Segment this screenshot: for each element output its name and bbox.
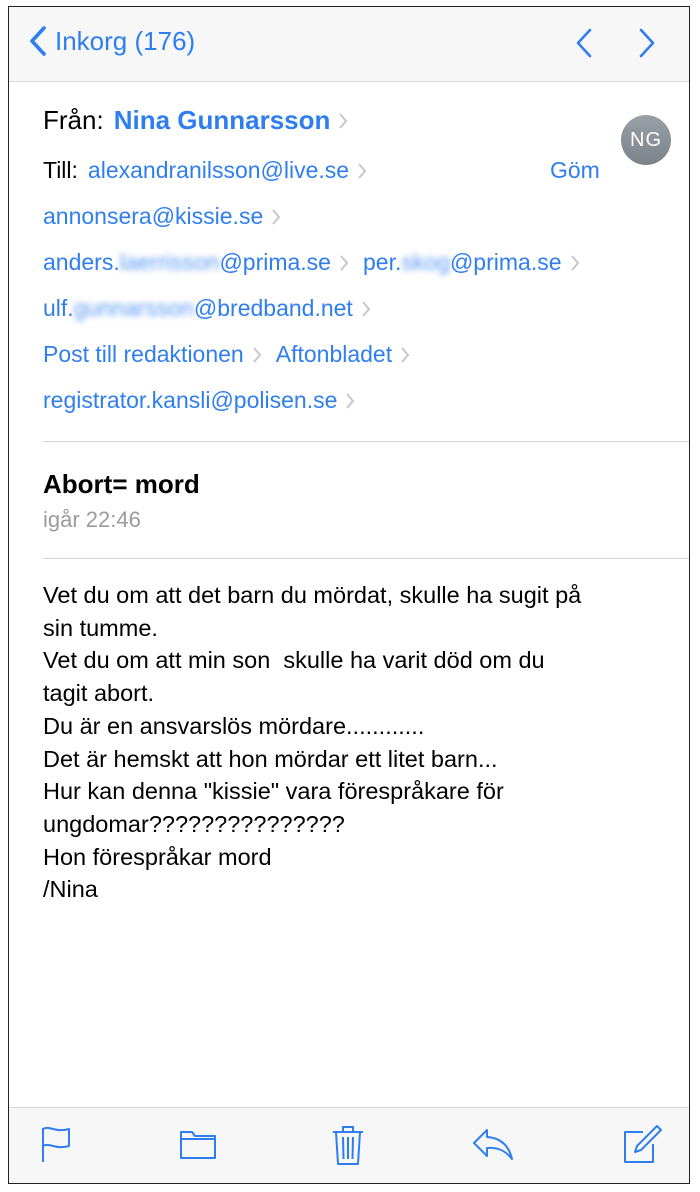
recipient-3-start: anders. — [43, 249, 120, 275]
recipient-3-end: @prima.se — [219, 249, 331, 275]
recipient-4-blurred: skog — [401, 249, 450, 275]
chevron-right-icon — [570, 254, 580, 272]
body-line: Det är hemskt att hon mördar ett litet barn... — [43, 745, 498, 772]
recipient-5[interactable] — [43, 295, 353, 322]
chevron-right-icon — [357, 162, 367, 180]
message-subject: Abort= mord — [43, 469, 200, 499]
move-to-folder-button[interactable] — [179, 1124, 217, 1169]
compose-button[interactable] — [621, 1124, 663, 1171]
flag-button[interactable] — [39, 1124, 73, 1169]
recipient-7[interactable]: Aftonbladet — [275, 341, 393, 367]
recipient-row-2 — [43, 203, 295, 230]
body-line: Hon förespråkar mord — [43, 843, 272, 870]
previous-message-button[interactable] — [574, 27, 594, 64]
to-row — [43, 157, 381, 184]
from-label: Från: — [43, 105, 104, 135]
recipient-3-blurred: laerrisson — [119, 249, 220, 275]
chevron-right-icon — [338, 112, 348, 130]
sender-name[interactable]: Nina Gunnarsson — [113, 105, 331, 135]
recipient-4[interactable] — [363, 249, 562, 276]
recipient-5-start: ulf. — [43, 295, 74, 321]
body-line: sin tumme. — [43, 614, 158, 641]
recipient-row-5 — [43, 295, 385, 322]
chevron-right-icon — [271, 208, 281, 226]
message-body — [43, 579, 663, 906]
flag-icon — [39, 1124, 73, 1164]
chevron-right-icon — [339, 254, 349, 272]
body-line: tagit abort. — [43, 680, 155, 707]
back-label: Inkorg (176) — [55, 25, 196, 56]
next-message-button[interactable] — [637, 27, 657, 64]
body-line: Vet du om att min son skulle ha varit död om du — [43, 647, 545, 674]
hide-details-button[interactable]: Göm — [550, 157, 600, 183]
subject-divider — [43, 558, 689, 559]
chevron-down-icon — [637, 27, 657, 59]
recipient-4-end: @prima.se — [449, 249, 562, 275]
chevron-right-icon — [345, 392, 355, 410]
body-line: /Nina — [43, 876, 98, 903]
compose-icon — [621, 1124, 663, 1166]
body-line: Du är en ansvarslös mördare............ — [43, 712, 425, 739]
recipient-6[interactable]: Post till redaktionen — [43, 341, 244, 367]
from-row — [43, 105, 362, 136]
recipient-1[interactable]: alexandranilsson@live.se — [87, 157, 350, 183]
recipient-5-end: @bredband.net — [193, 295, 353, 321]
recipient-8[interactable]: registrator.kansli@polisen.se — [43, 387, 338, 413]
recipient-row-6 — [43, 341, 424, 368]
header-divider — [43, 441, 689, 442]
sender-avatar[interactable]: NG — [621, 115, 671, 165]
chevron-left-icon — [29, 25, 47, 57]
reply-icon — [471, 1124, 515, 1164]
chevron-right-icon — [400, 346, 410, 364]
chevron-up-icon — [574, 27, 594, 59]
folder-icon — [179, 1124, 217, 1164]
recipient-4-start: per. — [362, 249, 402, 275]
to-label: Till: — [43, 157, 78, 183]
body-line: Hur kan denna "kissie" vara förespråkare för — [43, 778, 504, 805]
chevron-right-icon — [252, 346, 262, 364]
message-date: igår 22:46 — [43, 507, 141, 532]
recipient-row-8 — [43, 387, 369, 414]
chevron-right-icon — [361, 300, 371, 318]
reply-button[interactable] — [471, 1124, 515, 1169]
recipient-2[interactable]: annonsera@kissie.se — [43, 203, 264, 229]
body-line: Vet du om att det barn du mördat, skulle ha sugit på — [43, 582, 582, 608]
body-line: ungdomar??????????????? — [43, 810, 345, 837]
recipient-5-blurred: gunnarsson — [73, 295, 194, 321]
recipient-row-3 — [43, 249, 594, 276]
trash-icon — [331, 1124, 365, 1166]
back-button[interactable] — [29, 25, 195, 57]
recipient-3[interactable] — [43, 249, 331, 276]
mail-window — [8, 6, 690, 1184]
bottom-toolbar — [9, 1107, 689, 1183]
trash-button[interactable] — [331, 1124, 365, 1171]
navigation-bar — [9, 7, 689, 82]
